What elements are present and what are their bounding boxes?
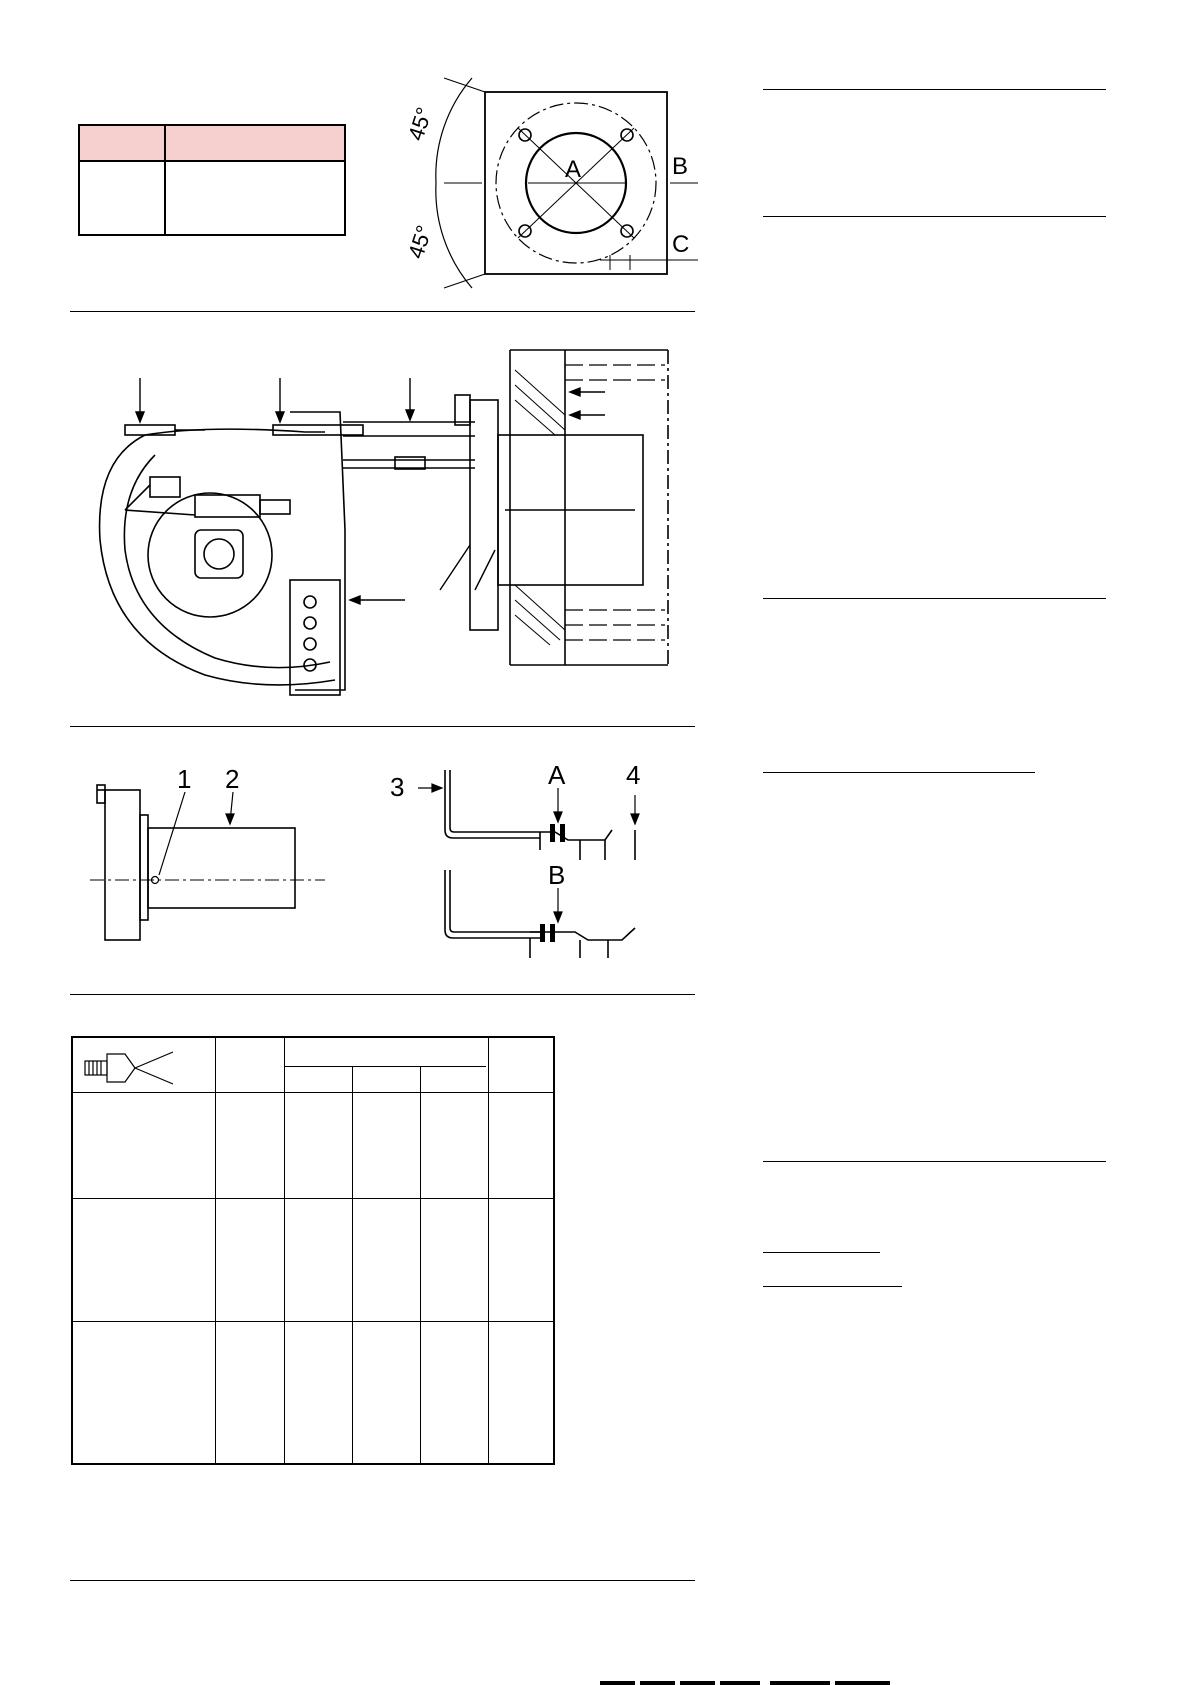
- footer-mark: [720, 1681, 760, 1685]
- nozzle-table-row-line: [73, 1321, 553, 1322]
- footer-mark: [640, 1681, 675, 1685]
- nozzle-table-row-line: [73, 1092, 553, 1093]
- nozzle-table-row-line: [73, 1198, 553, 1199]
- footer-mark: [680, 1681, 715, 1685]
- right-col-rule: [763, 1161, 1106, 1162]
- nozzle-table-col-line: [284, 1038, 285, 1463]
- nozzle-table: [71, 1036, 555, 1465]
- nozzle-icon: [83, 1046, 183, 1086]
- footer-mark: [835, 1681, 890, 1685]
- flange-drilling-diagram: [400, 70, 700, 295]
- nozzle-table-col-line: [352, 1066, 353, 1463]
- dimension-label-c: C: [672, 231, 690, 258]
- nozzle-table-row-line: [284, 1066, 486, 1067]
- angle-label-bottom: 45°: [402, 222, 438, 262]
- blast-tube-diagram: [85, 760, 345, 960]
- footer-mark: [770, 1681, 830, 1685]
- dimension-table-divider: [164, 126, 166, 234]
- right-col-underline: [763, 772, 1035, 773]
- detail-label-a: A: [548, 760, 566, 790]
- dimension-table-header: [80, 126, 344, 162]
- nozzle-table-col-line: [215, 1038, 216, 1463]
- right-col-rule: [763, 89, 1106, 90]
- tube-label-2: 2: [225, 764, 240, 794]
- detail-label-3: 3: [390, 772, 405, 802]
- section-divider-3: [70, 994, 695, 995]
- dimension-label-b: B: [672, 153, 689, 180]
- right-col-rule: [763, 598, 1106, 599]
- tube-fixing-detail-diagram: [390, 760, 670, 960]
- detail-label-4: 4: [626, 760, 641, 790]
- burner-assembly-diagram: [95, 340, 680, 710]
- detail-label-b: B: [548, 860, 566, 890]
- right-col-rule: [763, 216, 1106, 217]
- footer-mark: [600, 1681, 635, 1685]
- right-col-underline: [763, 1252, 880, 1253]
- dimension-table: [78, 124, 346, 236]
- section-divider-2: [70, 726, 695, 727]
- nozzle-table-col-line: [420, 1066, 421, 1463]
- right-col-underline: [763, 1286, 902, 1287]
- angle-label-top: 45°: [402, 104, 438, 144]
- section-divider-1: [70, 311, 695, 312]
- nozzle-table-col-line: [488, 1038, 489, 1463]
- section-divider-4: [70, 1580, 695, 1581]
- tube-label-1: 1: [177, 764, 192, 794]
- dimension-label-a: A: [565, 156, 582, 183]
